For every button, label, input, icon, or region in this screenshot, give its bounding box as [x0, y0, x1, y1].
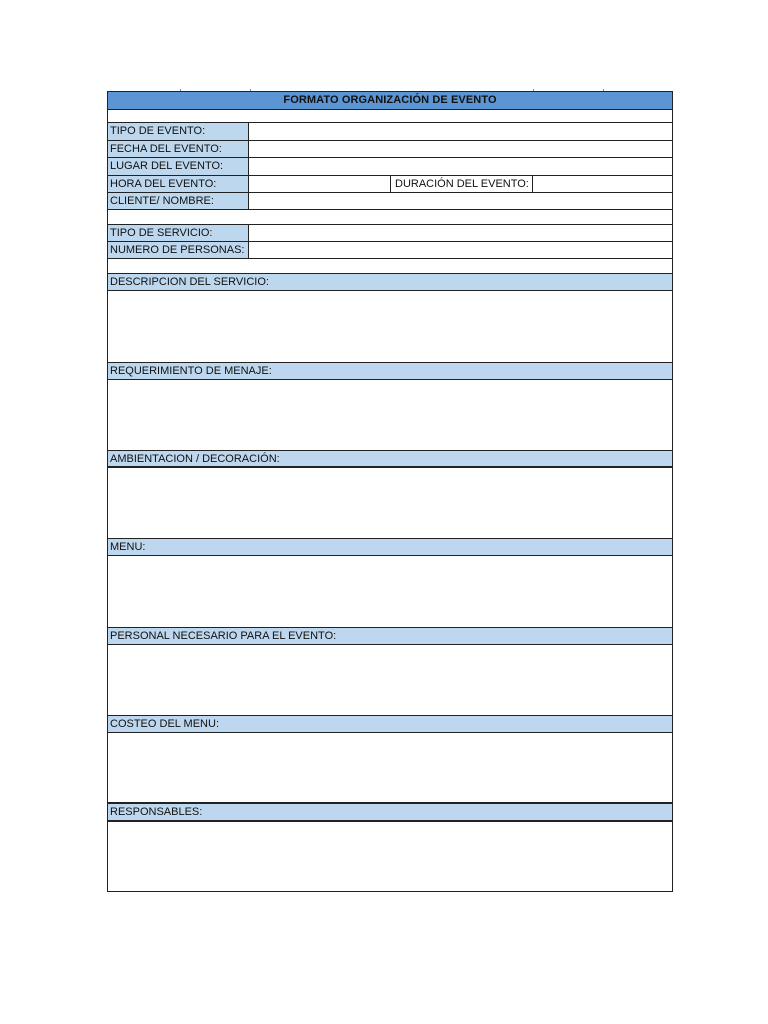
field-row-client-name[interactable] [108, 192, 672, 210]
section-body-responsible[interactable] [108, 822, 672, 891]
section-header-tableware: REQUERIMIENTO DE MENAJE: [108, 362, 672, 380]
event-date-label: FECHA DEL EVENTO: [108, 141, 249, 158]
section-body-menu[interactable] [108, 556, 672, 627]
section-body-menu-costing[interactable] [108, 733, 672, 803]
service-type-label: TIPO DE SERVICIO: [108, 225, 249, 242]
section-body-decoration[interactable] [108, 469, 672, 538]
field-row-event-time[interactable] [108, 175, 672, 193]
event-time-label: HORA DEL EVENTO: [108, 176, 249, 193]
section-header-decoration: AMBIENTACION / DECORACIÓN: [108, 450, 672, 468]
section-body-staff[interactable] [108, 645, 672, 715]
field-row-event-place[interactable] [108, 157, 672, 175]
people-count-label: NUMERO DE PERSONAS: [108, 242, 249, 258]
field-row-event-type[interactable] [108, 122, 672, 140]
field-row-people-count[interactable] [108, 241, 672, 259]
section-body-service-description[interactable] [108, 291, 672, 362]
client-name-label: CLIENTE/ NOMBRE: [108, 193, 249, 209]
section-header-responsible: RESPONSABLES: [108, 802, 672, 822]
event-place-label: LUGAR DEL EVENTO: [108, 158, 249, 175]
section-header-menu: MENU: [108, 538, 672, 556]
event-organization-form [107, 91, 673, 892]
field-row-event-date[interactable] [108, 140, 672, 158]
event-duration-label: DURACIÓN DEL EVENTO: [390, 176, 533, 193]
section-header-service-description: DESCRIPCION DEL SERVICIO: [108, 273, 672, 291]
field-row-service-type[interactable] [108, 224, 672, 242]
section-header-staff: PERSONAL NECESARIO PARA EL EVENTO: [108, 627, 672, 645]
event-type-label: TIPO DE EVENTO: [108, 123, 249, 140]
section-body-tableware[interactable] [108, 380, 672, 450]
form-title: FORMATO ORGANIZACIÓN DE EVENTO [108, 91, 672, 110]
section-header-menu-costing: COSTEO DEL MENU: [108, 715, 672, 733]
